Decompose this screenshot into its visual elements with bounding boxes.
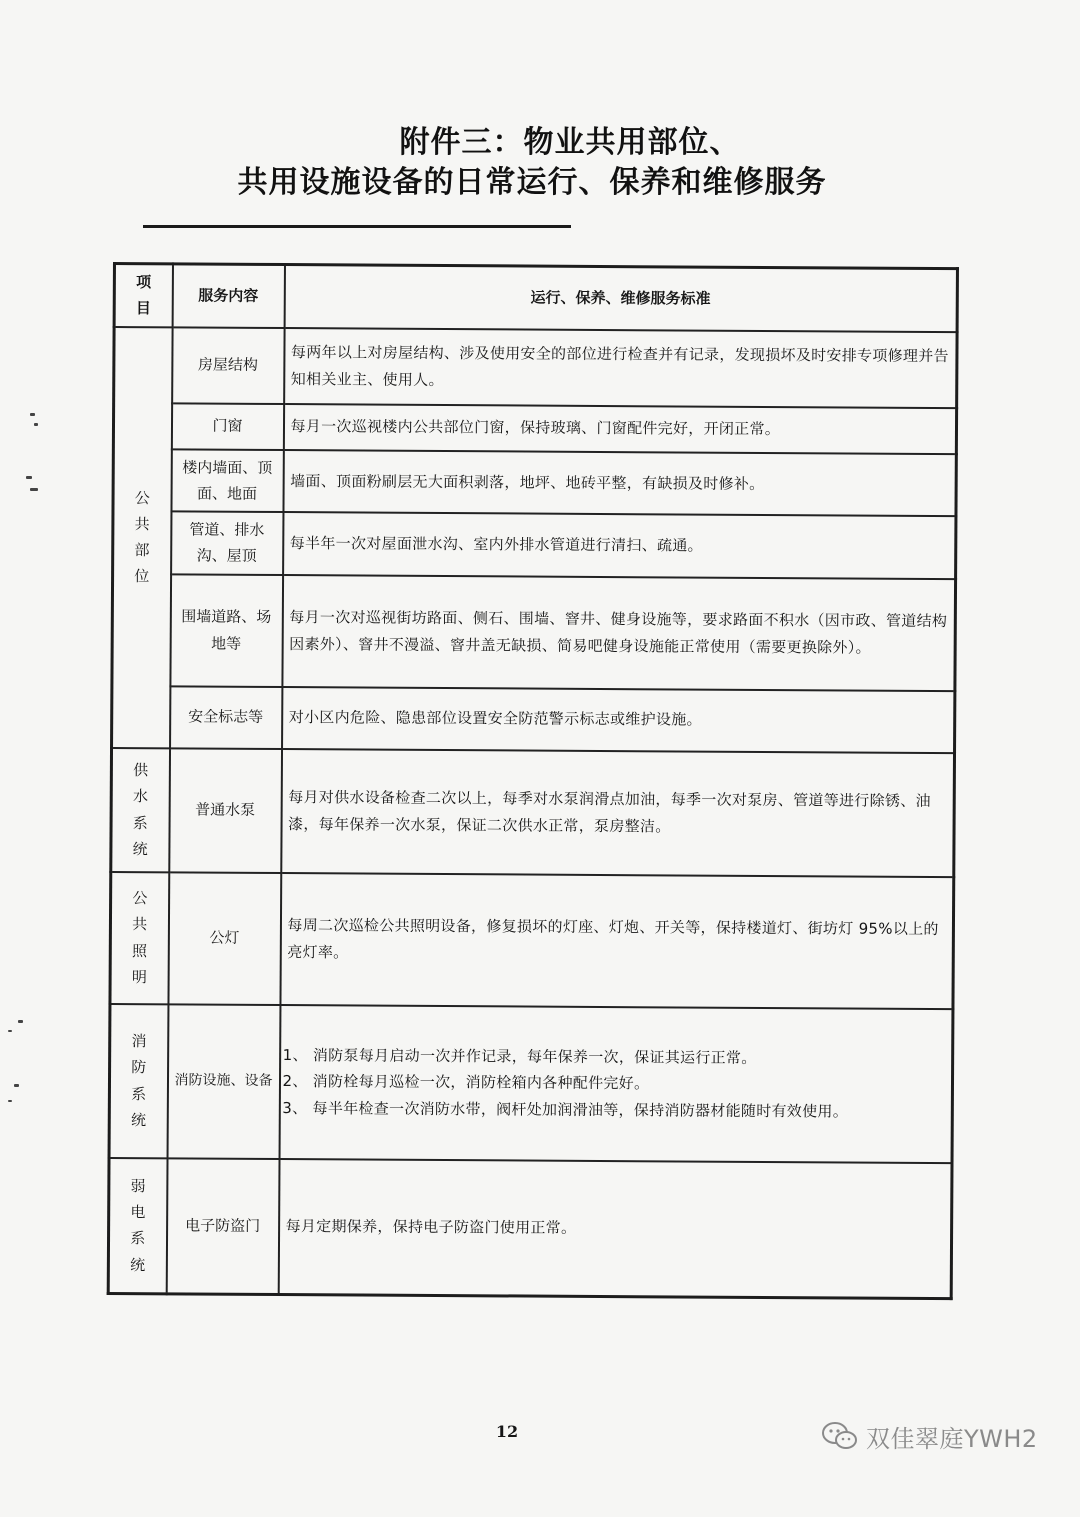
category-char: 水 [132, 787, 149, 806]
category-char: 系 [132, 813, 148, 832]
header-category-cell [114, 264, 172, 327]
category-char: 系 [131, 1084, 147, 1103]
header-category-char: 项 [136, 273, 152, 292]
item-cell: 安全标志等 [170, 686, 282, 749]
header-standard-cell: 运行、保养、维修服务标准 [284, 265, 957, 332]
category-char: 公 [134, 488, 150, 507]
category-char: 明 [131, 967, 147, 986]
item-cell: 管道、排水沟、屋顶 [171, 511, 283, 574]
standard-cell: 每周二次巡检公共照明设备，修复损坏的灯座、灯炮、开关等，保持楼道灯、街坊灯 95%以上的亮灯率。 [280, 873, 954, 1009]
standard-list-item: 2、 消防栓每月巡检一次，消防栓箱内各种配件完好。 [282, 1072, 650, 1093]
scan-speck [14, 1084, 19, 1087]
category-char: 统 [132, 839, 148, 858]
scan-speck [8, 1030, 12, 1032]
standard-cell: 每两年以上对房屋结构、涉及使用安全的部位进行检查并有记录，发现损坏及时安排专项修理并告知相关业主、使用人。 [284, 328, 957, 408]
item-cell: 门窗 [171, 403, 283, 450]
scan-speck [30, 413, 35, 416]
title-underline [143, 225, 571, 228]
scan-speck [26, 476, 32, 479]
table-row [112, 574, 956, 691]
item-cell: 楼内墙面、顶面、地面 [171, 449, 283, 512]
category-cell-fire-protection [109, 1003, 168, 1157]
category-char: 防 [131, 1058, 147, 1077]
item-cell: 普通水泵 [169, 748, 282, 873]
table-row [111, 748, 955, 877]
category-char: 位 [134, 567, 150, 586]
document-title-line1: 附件三：物业共用部位、 [399, 125, 741, 160]
service-standards-table [107, 262, 959, 1300]
scan-speck [34, 423, 38, 426]
item-cell: 消防设施、设备 [167, 1004, 280, 1159]
category-char: 照 [131, 941, 148, 960]
category-char: 部 [134, 541, 150, 560]
watermark-text: 双佳翠庭YWH2 [866, 1424, 1038, 1453]
table-row [109, 1003, 953, 1162]
standard-cell: 对小区内危险、隐患部位设置安全防范警示标志或维护设施。 [282, 687, 955, 753]
table-row [110, 871, 954, 1008]
document-title-line2: 共用设施设备的日常运行、保养和维修服务 [237, 165, 827, 200]
scan-speck [18, 1020, 23, 1023]
scan-speck [8, 1100, 12, 1102]
standard-cell: 每月一次巡视楼内公共部位门窗，保持玻璃、门窗配件完好，开闭正常。 [283, 404, 956, 454]
standard-list-item: 3、 每半年检查一次消防水带，阀杆处加润滑油等，保持消防器材能随时有效使用。 [282, 1098, 849, 1121]
table-row [113, 511, 956, 579]
wechat-watermark [820, 1419, 1038, 1453]
standard-cell [279, 1005, 953, 1163]
table-row [113, 449, 956, 517]
item-cell: 房屋结构 [172, 327, 284, 404]
category-char: 公 [132, 889, 148, 908]
standard-cell: 每月一次对巡视街坊路面、侧石、围墙、窨井、健身设施等，要求路面不积水（因市政、管道结构因素外）、窨井不漫溢、窨井盖无缺损、简易吧健身设施能正常使用（需要更换除外）。 [282, 575, 956, 691]
category-char: 统 [130, 1255, 146, 1274]
page-number: 12 [495, 1422, 519, 1441]
category-cell-low-voltage [108, 1157, 167, 1293]
category-char: 系 [130, 1229, 146, 1248]
table-header-row [114, 264, 957, 332]
scan-speck [30, 488, 38, 491]
table-row [112, 686, 955, 753]
table-row [113, 403, 956, 454]
standard-cell: 每半年一次对屋面泄水沟、室内外排水管道进行清扫、疏通。 [283, 512, 956, 579]
category-cell-public-lighting [110, 871, 169, 1003]
standard-cell: 每月定期保养，保持电子防盗门使用正常。 [278, 1159, 952, 1299]
category-char: 消 [131, 1032, 147, 1051]
item-cell: 电子防盗门 [166, 1158, 279, 1295]
category-char: 电 [130, 1203, 146, 1222]
table-row [108, 1157, 952, 1298]
category-char: 弱 [130, 1176, 146, 1195]
table-row [114, 327, 957, 408]
category-char: 共 [132, 915, 148, 934]
category-char: 统 [130, 1110, 147, 1129]
header-item-cell: 服务内容 [172, 264, 284, 328]
item-cell: 公灯 [168, 872, 281, 1005]
category-cell-public-areas [112, 327, 173, 748]
category-cell-water-supply [111, 748, 170, 872]
standard-cell: 每月对供水设备检查二次以上，每季对水泵润滑点加油，每季一次对泵房、管道等进行除锈、油漆，每年保养一次水泵，保证二次供水正常，泵房整洁。 [281, 749, 955, 877]
category-char: 共 [134, 514, 150, 533]
item-cell: 围墙道路、场地等 [170, 574, 283, 687]
wechat-logo-icon [820, 1419, 860, 1453]
standard-cell: 墙面、顶面粉刷层无大面积剥落，地坪、地砖平整，有缺损及时修补。 [283, 450, 956, 517]
category-char: 供 [133, 761, 149, 780]
standard-list-item: 1、 消防泵每月启动一次并作记录，每年保养一次，保证其运行正常。 [282, 1046, 757, 1068]
header-category-char: 目 [135, 299, 152, 318]
